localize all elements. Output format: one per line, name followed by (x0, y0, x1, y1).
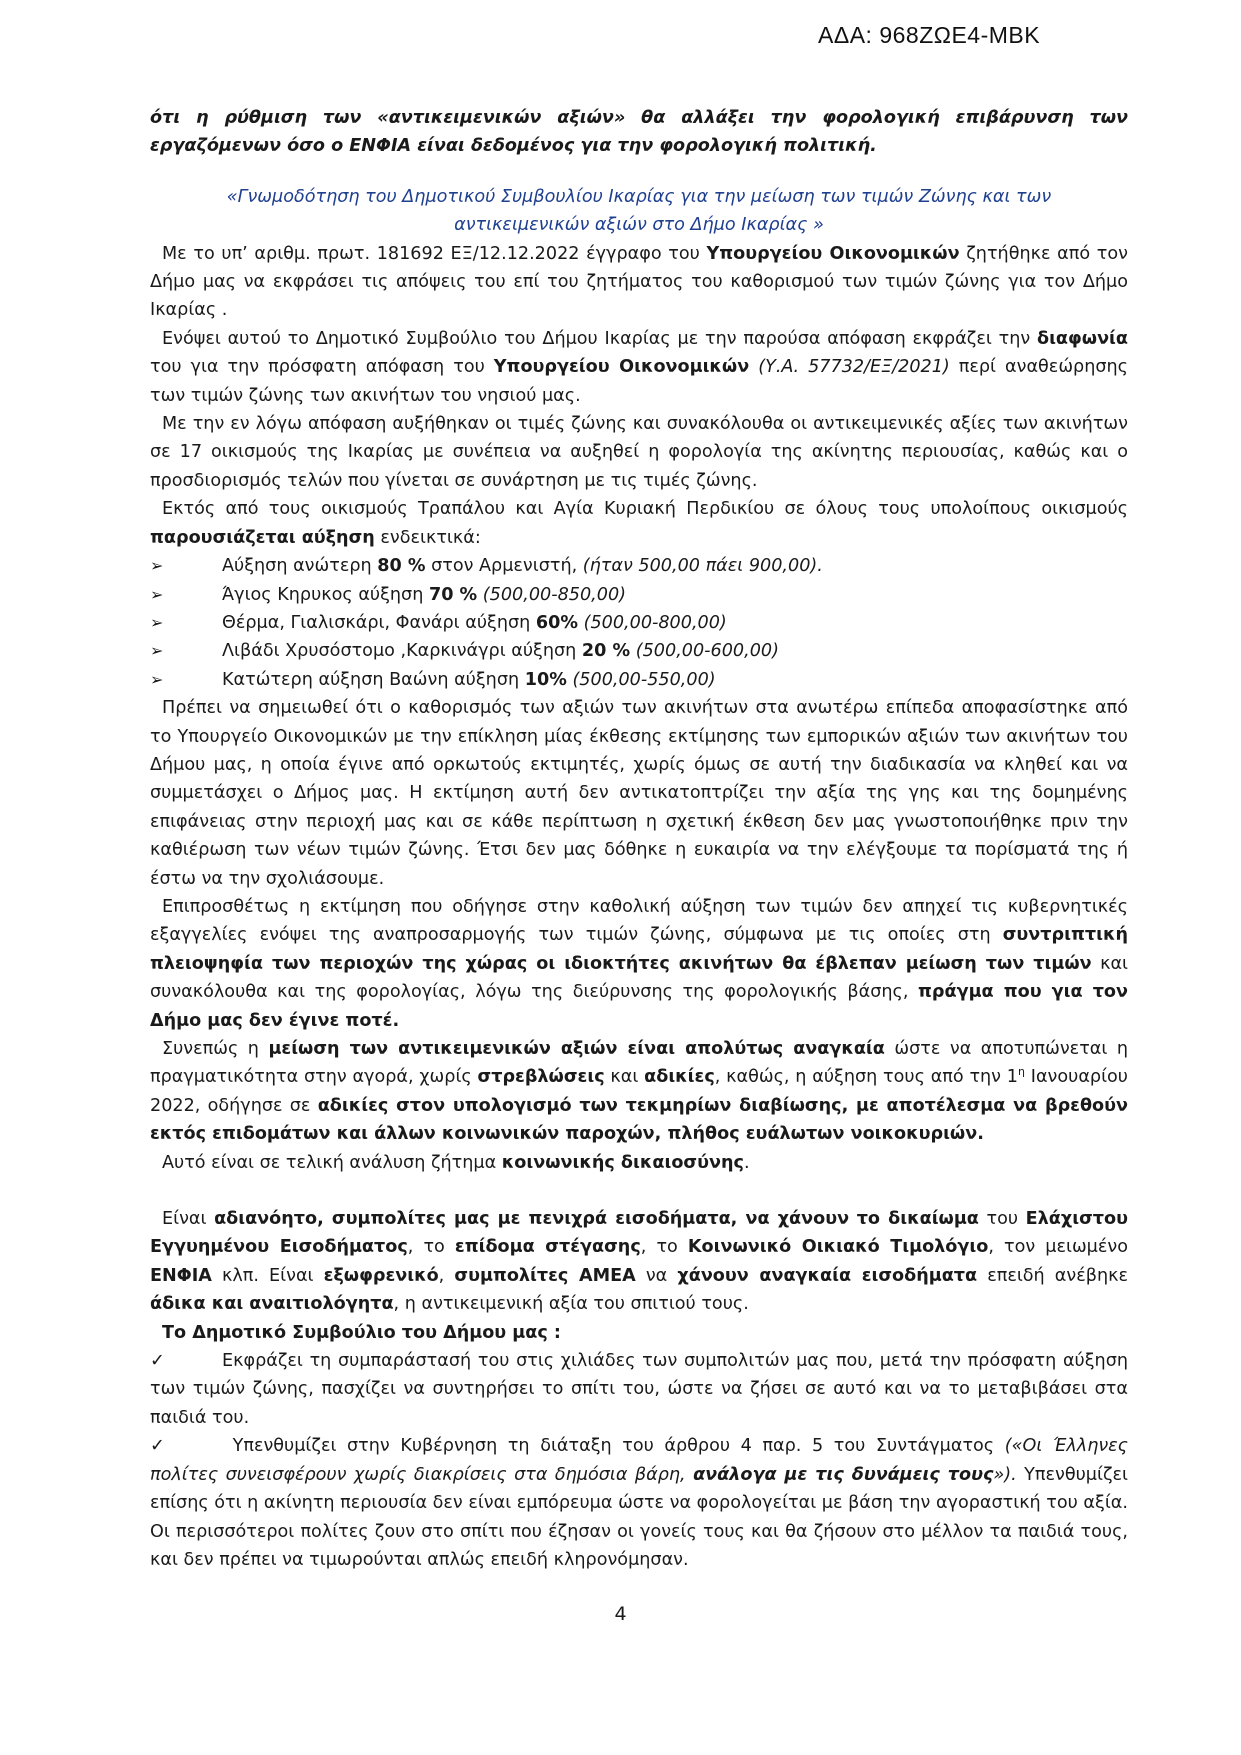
price-range: (500,00-800,00) (583, 612, 727, 633)
intro-line-1: ότι η ρύθμιση των «αντικειμενικών αξιών» θα αλλάξει την φορολογική επιβάρυνση των (150, 108, 1128, 128)
emphasis-bold: Ελάχιστου Εγγυημένου Εισοδήματος (150, 1209, 1128, 1258)
percentage: 70 % (428, 584, 478, 605)
emphasis-bold: αδικίες στον υπολογισμό των τεκμηρίων διαβίωσης, με αποτέλεσμα να βρεθούν εκτός επιδομάτων και άλλων κοινωνικών παροχών, πλήθος ευάλωτων νοικοκυριών. (150, 1095, 1128, 1145)
emphasis-bold: ΕΝΦΙΑ (150, 1265, 212, 1286)
text: , τον μειωμένο (988, 1237, 1128, 1258)
arrow-bullet-icon: ➢ (150, 612, 164, 632)
page-number: 4 (614, 1603, 627, 1625)
council-heading-text: Το Δημοτικό Συμβούλιο του Δήμου μας : (162, 1322, 561, 1343)
paragraph-government (150, 893, 1128, 1035)
paragraph-necessity (150, 1035, 1128, 1149)
price-range: (500,00-550,00) (572, 669, 716, 690)
text: ενδεικτικά: (374, 527, 481, 548)
disagreement-bold: διαφωνία (1036, 328, 1128, 349)
section-title-line-1: «Γνωμοδότηση του Δημοτικού Συμβουλίου Ικαρίας για την μείωση των τιμών Ζώνης και των (226, 186, 1052, 207)
text: Ενόψει αυτού το Δημοτικό Συμβούλιο του Δήμου Ικαρίας με την παρούσα απόφαση εκφράζει την (162, 328, 1037, 349)
list-item (150, 609, 1128, 637)
text: Άγιος Κηρυκος αύξηση (222, 584, 429, 605)
ministry-bold: Υπουργείου Οικονομικών (706, 243, 960, 264)
text: Εκτός από τους οικισμούς Τραπάλου και Αγία Κυριακή Περδικίου σε όλους τους υπολοίπους οικισμούς (162, 499, 1128, 520)
text: Πρέπει να σημειωθεί ότι ο καθορισμός των αξιών των ακινήτων στα ανωτέρω επίπεδα αποφασίστηκε από το Υπουργείο Οικονομικών με την επίκληση μίας έκθεσης εκτίμησης των εμπορικών αξιών των ακινήτων του Δήμου μας, η οποία έγινε από ορκωτούς εκτιμητές, χωρίς όμως σε αυτή την διαδικασία να κληθεί και να συμμετάσχει ο Δήμος μας. Η εκτίμηση αυτή δεν αντικατοπτρίζει την αξία της γης και της δομημένης επιφάνειας στην περιοχή μας και σε κάθε περίπτωση η σχετική έκθεση δεν μας γνωστοποιήθηκε πριν την καθιέρωση των νέων τιμών ζώνης. Έτσι δεν μας δόθηκε η ευκαιρία να την ελέγξουμε τα πορίσματά της ή έστω να την σχολιάσουμε. (150, 698, 1128, 889)
arrow-bullet-icon: ➢ (150, 556, 164, 576)
list-item (150, 581, 1128, 609)
text: , το (407, 1237, 455, 1258)
emphasis-bold: κοινωνικής δικαιοσύνης (501, 1152, 744, 1173)
ordinal-superscript: η (1018, 1065, 1025, 1079)
text: ώστε να αποτυπώνεται η πραγματικότητα στην αγορά, χωρίς (150, 1039, 1128, 1088)
list-item (150, 666, 1128, 694)
text: περί αναθεώρησης των τιμών ζώνης των ακινήτων του νησιού μας. (150, 357, 1128, 406)
section-title (150, 183, 1128, 240)
emphasis-bold: επίδομα στέγασης (454, 1237, 641, 1258)
text: , (438, 1265, 455, 1286)
text: Λιβάδι Χρυσόστομο ,Καρκινάγρι αύξηση (222, 641, 582, 662)
price-range: (500,00-600,00) (635, 641, 779, 662)
emphasis-bold: συντριπτική πλειοψηφία των περιοχών της χώρας οι ιδιοκτήτες ακινήτων θα έβλεπαν μείωση των τιμών (150, 925, 1128, 974)
text: και (604, 1067, 645, 1088)
emphasis-bold: στρεβλώσεις (477, 1067, 605, 1088)
document-body (150, 104, 1128, 1574)
text: Είναι (162, 1209, 215, 1230)
text: Ιανουαρίου 2022, οδήγησε σε (150, 1067, 1128, 1116)
section-title-line-2: αντικειμενικών αξιών στο Δήμο Ικαρίας » (454, 215, 824, 236)
emphasis-bold: χάνουν αναγκαία εισοδήματα (677, 1265, 978, 1286)
text: Με την εν λόγω απόφαση αυξήθηκαν οι τιμές ζώνης και συνακόλουθα οι αντικειμενικές αξίες των ακινήτων σε 17 οικισμούς της Ικαρίας με συνέπεια να αυξηθεί η φορολογία της ακίνητης περιουσίας, καθώς και ο προσδιορισμός τελών που γίνεται σε συνάρτηση με τις τιμές ζώνης. (150, 414, 1128, 491)
list-item (150, 552, 1128, 580)
council-heading (150, 1319, 1128, 1347)
decision-ref: (Υ.Α. 57732/ΕΞ/2021) (749, 357, 950, 378)
text (849, 1209, 857, 1229)
text: Αύξηση ανώτερη (222, 556, 378, 577)
emphasis-bold: μείωση των αντικειμενικών αξιών είναι απολύτως αναγκαία (268, 1039, 885, 1059)
arrow-bullet-icon: ➢ (150, 669, 164, 689)
paragraph-request (150, 240, 1128, 325)
paragraph-settlements (150, 495, 1128, 552)
ministry-bold: Υπουργείου Οικονομικών (493, 357, 750, 378)
paragraph-increase (150, 410, 1128, 495)
text: . (743, 1152, 750, 1173)
paragraph-disagreement (150, 325, 1128, 410)
text: Υπενθυμίζει στην Κυβέρνηση τη διάταξη του άρθρου 4 παρ. 5 του Συντάγματος (222, 1436, 1005, 1457)
text: Υπενθυμίζει επίσης ότι η ακίνητη περιουσία δεν είναι εμπόρευμα ώστε να φορολογείται με βάση την αγοραστική του αξία. Οι περισσότεροι πολίτες ζουν στο σπίτι που έζησαν οι γονείς τους και θα ζήσουν στο μέλλον τα παιδιά τους, και δεν πρέπει να τιμωρούνται απλώς επειδή κληρονόμησαν. (150, 1464, 1128, 1570)
text: Κατώτερη αύξηση Βαώνη αύξηση (222, 669, 525, 690)
percentage: 10% (524, 669, 567, 690)
text: επειδή ανέβηκε (977, 1265, 1128, 1286)
emphasis-bold: πράγμα που για τον Δήμο μας δεν έγινε ποτέ. (150, 982, 1128, 1031)
increase-list (150, 552, 1128, 694)
resolution-solidarity (150, 1347, 1128, 1432)
text: ζητήθηκε από τον Δήμο μας να εκφράσει τις απόψεις του επί του ζητήματος του καθορισμού των τιμών ζώνης για τον Δήμο Ικαρίας . (150, 243, 1128, 321)
emphasis-bold: άδικα και αναιτιολόγητα (150, 1294, 394, 1315)
price-range: (ήταν 500,00 πάει 900,00). (582, 556, 823, 577)
spacer (150, 1177, 1128, 1205)
text: Συνεπώς η (162, 1039, 269, 1059)
emphasis-bold: συμπολίτες ΑΜΕΑ (454, 1265, 636, 1286)
text: , το (640, 1237, 688, 1258)
increase-bold: παρουσιάζεται αύξηση (150, 527, 375, 548)
text: Επιπροσθέτως η εκτίμηση που οδήγησε στην καθολική αύξηση των τιμών δεν απηχεί τις κυβερνητικές εξαγγελίες ενόψει της αναπροσαρμογής των τιμών ζώνης, σύμφωνα με τις οποίες στη (150, 896, 1128, 946)
price-range: (500,00-850,00) (482, 584, 626, 605)
constitution-quote-end: »). (993, 1464, 1017, 1485)
emphasis-bold: εξωφρενικό (323, 1265, 439, 1286)
text: στον Αρμενιστή, (425, 556, 583, 577)
percentage: 60% (535, 612, 578, 633)
emphasis-bold: το δικαίωμα (856, 1209, 979, 1230)
percentage: 80 % (377, 556, 426, 577)
text: , καθώς, η αύξηση τους από την 1 (714, 1067, 1018, 1088)
paragraph-assessment (150, 694, 1128, 893)
intro-line-2: εργαζόμενων όσο ο ΕΝΦΙΑ είναι δεδομένος για την φορολογική πολιτική. (150, 136, 877, 157)
emphasis-bold: αδιανόητο, συμπολίτες μας με πενιχρά εισοδήματα, να χάνουν (214, 1209, 850, 1230)
paragraph-justice (150, 1149, 1128, 1177)
text: του για την πρόσφατη απόφαση του (150, 357, 494, 378)
text: Εκφράζει τη συμπαράστασή του στις χιλιάδες των συμπολιτών μας που, μετά την πρόσφατη αύξηση των τιμών ζώνης, πασχίζει να συντηρήσει το σπίτι του, ώστε να ζήσει σε αυτό και να το μεταβιβάσει στα παιδιά του. (150, 1351, 1128, 1428)
arrow-bullet-icon: ➢ (150, 584, 164, 604)
paragraph-unthinkable (150, 1205, 1128, 1319)
constitution-quote: («Οι Έλληνες πολίτες συνεισφέρουν χωρίς διακρίσεις στα δημόσια βάρη, (150, 1436, 1129, 1485)
text: Με το υπ’ αριθμ. πρωτ. 181692 ΕΞ/12.12.2022 έγγραφο του (162, 243, 707, 264)
checkmark-icon: ✓ (150, 1351, 165, 1372)
text: , η αντικειμενική αξία του σπιτιού τους. (393, 1294, 749, 1315)
list-item (150, 637, 1128, 665)
emphasis-bold: αδικίες (644, 1067, 715, 1088)
resolution-constitution (150, 1432, 1128, 1574)
text: Αυτό είναι σε τελική ανάλυση ζήτημα (162, 1152, 502, 1173)
checkmark-icon: ✓ (150, 1436, 165, 1457)
ada-code: ΑΔΑ: 968ΖΩΕ4-ΜΒΚ (818, 22, 1041, 48)
text: να (635, 1265, 678, 1286)
text: και συνακόλουθα και της φορολογίας, λόγω της διεύρυνσης της φορολογικής βάσης, (150, 953, 1128, 1003)
arrow-bullet-icon: ➢ (150, 641, 164, 661)
text: Θέρμα, Γιαλισκάρι, Φανάρι αύξηση (222, 612, 536, 633)
percentage: 20 % (581, 641, 631, 662)
text: του (978, 1209, 1026, 1230)
text: κλπ. Είναι (211, 1265, 324, 1286)
intro-paragraph (150, 104, 1128, 161)
constitution-quote-bold: ανάλογα με τις δυνάμεις τους (693, 1464, 994, 1485)
emphasis-bold: Κοινωνικό Οικιακό Τιμολόγιο (687, 1237, 989, 1258)
